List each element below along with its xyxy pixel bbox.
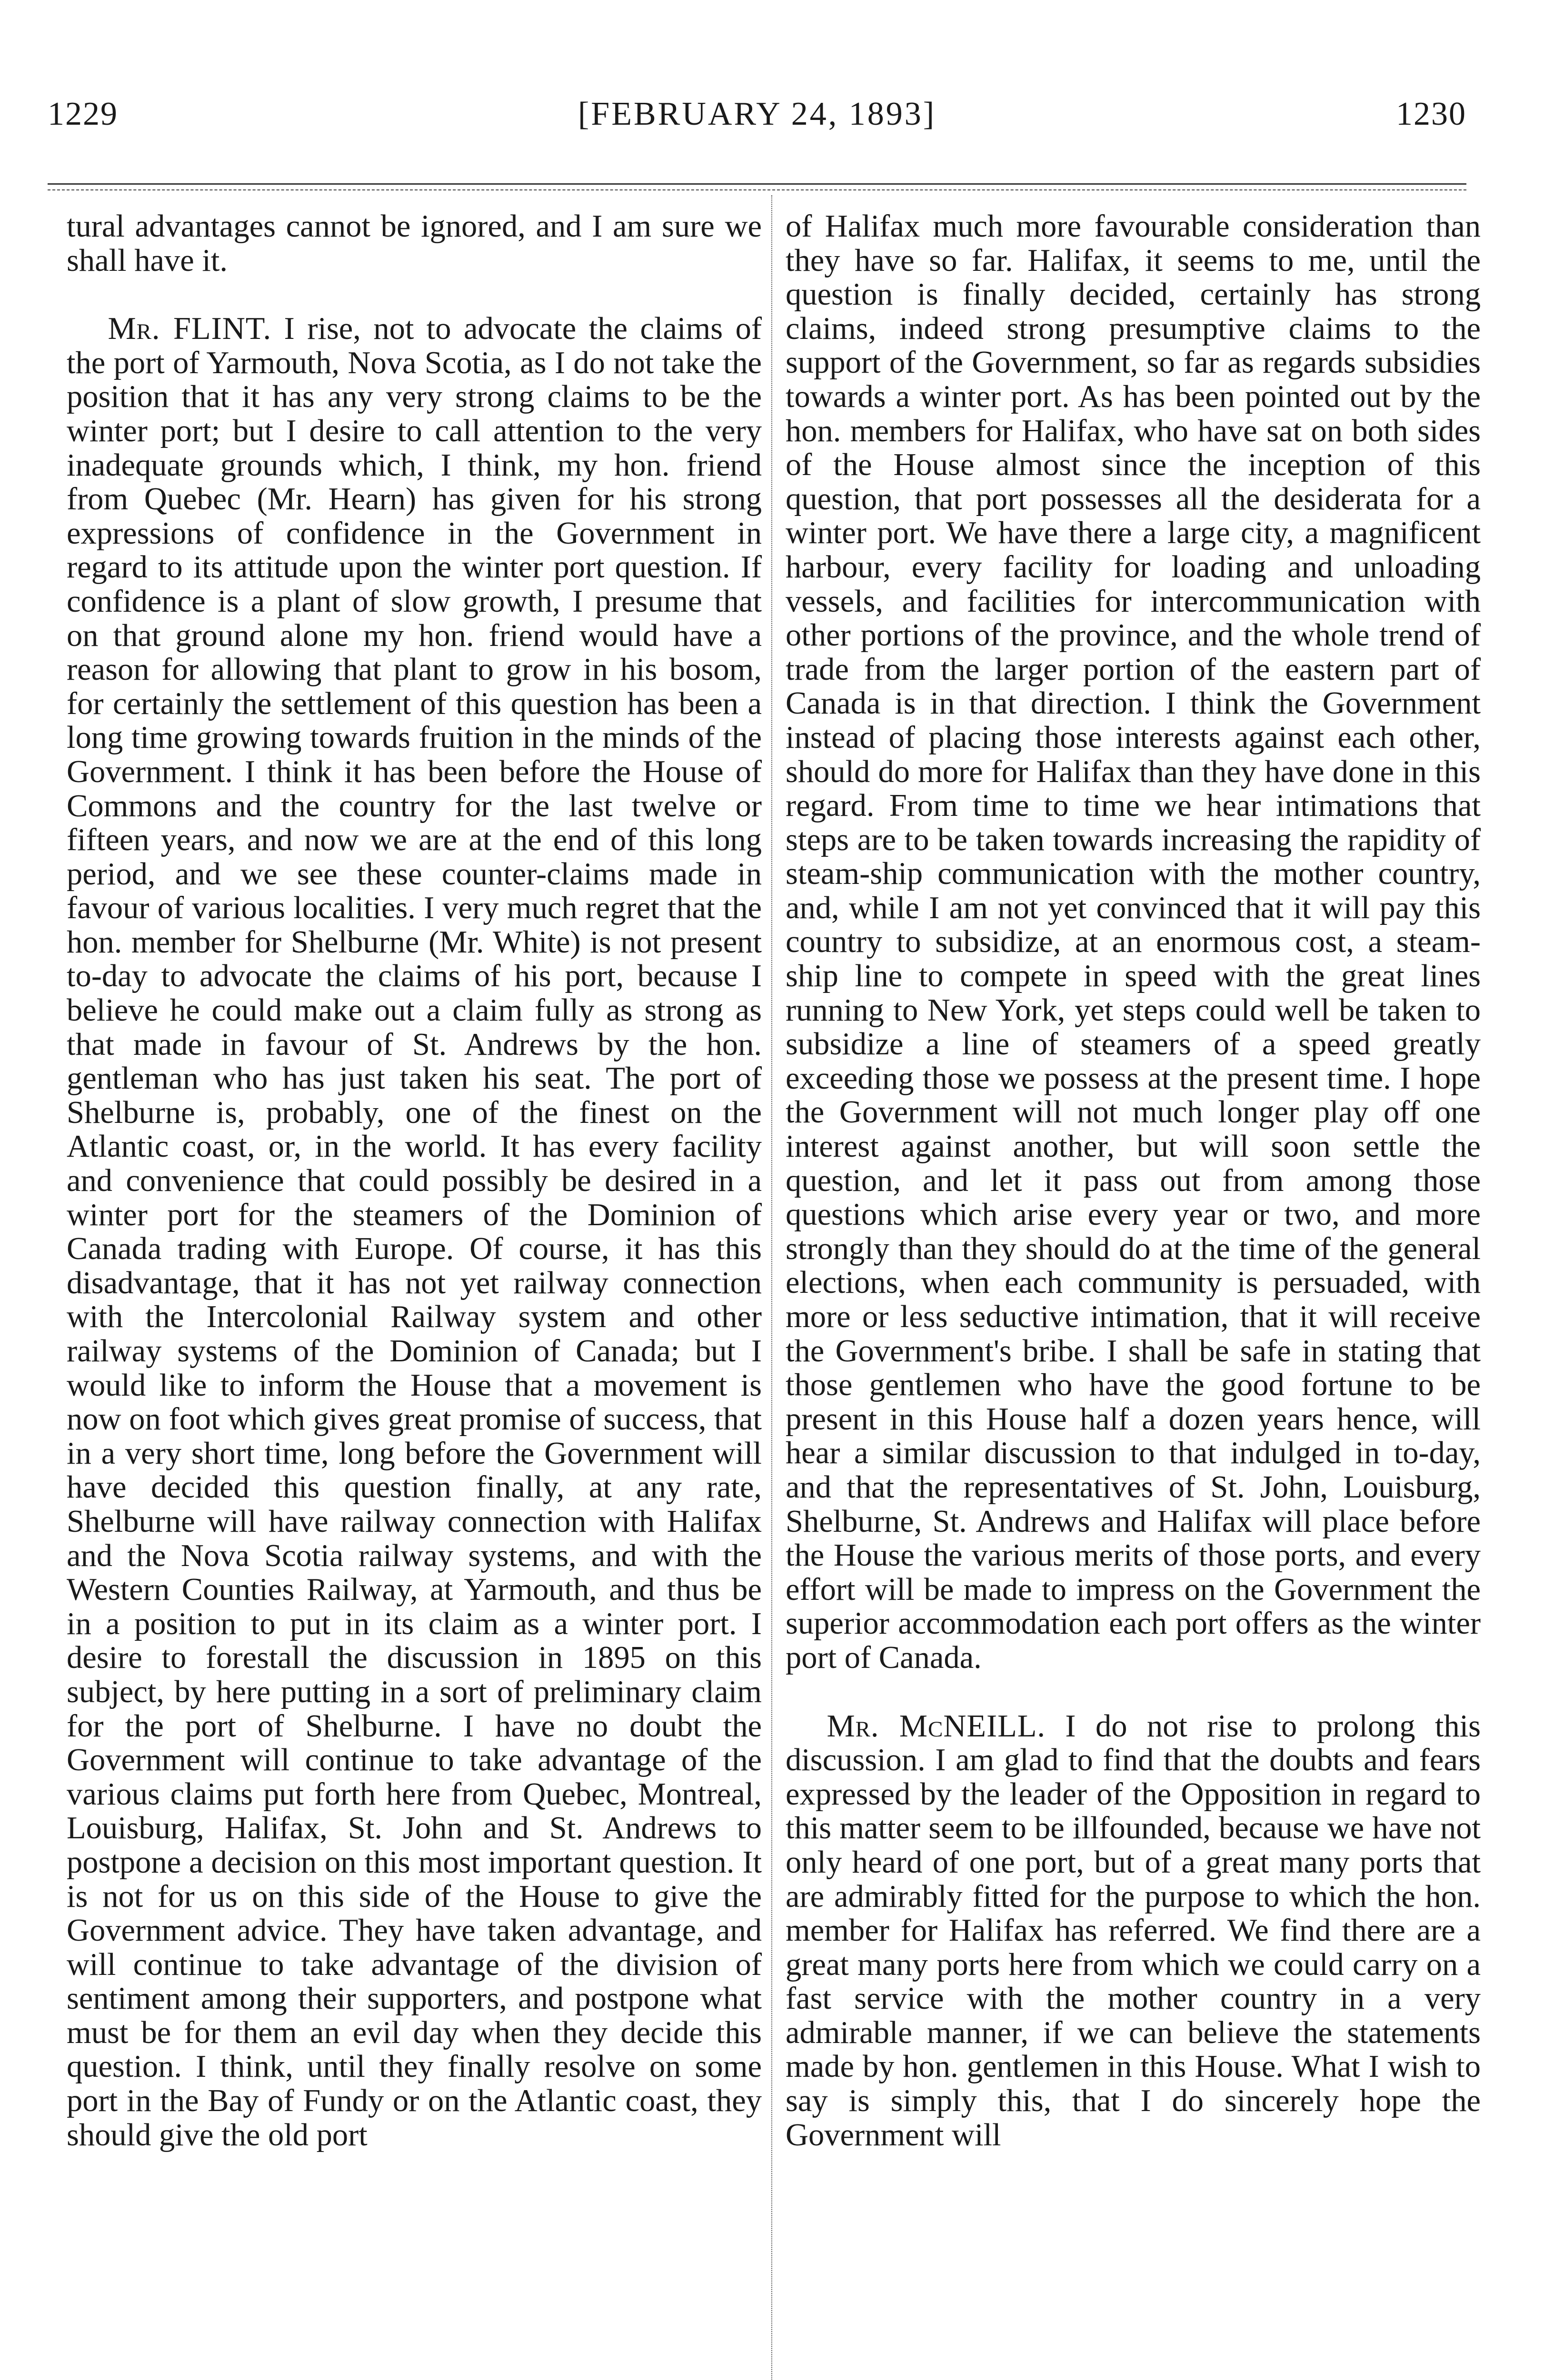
left-column — [67, 209, 762, 2380]
right-column — [786, 209, 1481, 2380]
speaker-name: Mr. FLINT. — [108, 311, 272, 347]
page-header — [48, 95, 1466, 148]
speech-paragraph — [67, 312, 762, 2152]
header-rule-dashed — [48, 189, 1466, 190]
column-divider — [771, 195, 772, 2380]
right-page-number: 1230 — [1396, 96, 1466, 132]
speech-text: I do not rise to prolong this discussion. I am glad to find that the doubts and fears expressed by the leader of the Opposition in regard to this matter seem to be illfounded, because we have not only heard of one port, but of a great many ports that are admirably fitted for the purpose to which the hon. member for Halifax has referred. We find there are a great many ports here from which we could carry on a fast service with the mother country in a very admirable manner, if we can believe the statements made by hon. gentlemen in this House. What I wish to say is simply this, that I do sincerely hope the Government will — [786, 1708, 1481, 2152]
left-page-number: 1229 — [48, 96, 118, 132]
paragraph: of Halifax much more favourable consideration than they have so far. Halifax, it seems to me, until the question is finally decided, certainly has strong claims, indeed strong presumptive claims to the support of the Government, so far as regards subsidies towards a winter port. As has been pointed out by the hon. members for Halifax, who have sat on both sides of the House almost since the inception of this question, that port possesses all the desiderata for a winter port. We have there a large city, a magnificent harbour, every facility for loading and unloading vessels, and facilities for intercommunication with other portions of the province, and the whole trend of trade from the larger portion of the eastern part of Canada is in that direction. I think the Government instead of placing those interests against each other, should do more for Halifax than they have done in this regard. From time to time we hear intimations that steps are to be taken towards increasing the rapidity of steam-ship communication with the mother country, and, while I am not yet convinced that it will pay this country to subsidize, at an enormous cost, a steam-ship line to compete in speed with the great lines running to New York, yet steps could well be taken to subsidize a line of steamers of a speed greatly exceeding those we possess at the present time. I hope the Government will not much longer play off one interest against another, but will soon settle the question, and let it pass out from among those questions which arise every year or two, and more strongly than they should do at the time of the general elections, when each community is persuaded, with more or less seductive intimation, that it will receive the Government's bribe. I shall be safe in stating that those gentlemen who have the good fortune to be present in this House half a dozen years hence, will hear a similar discussion to that indulged in to-day, and that the representatives of St. John, Louisburg, Shelburne, St. Andrews and Halifax will place before the House the various merits of those ports, and every effort will be made to impress on the Government the superior accommodation each port offers as the winter port of Canada. — [786, 209, 1481, 1675]
speech-text: I rise, not to advocate the claims of the port of Yarmouth, Nova Scotia, as I do not take the position that it has any very strong claims to be the winter port; but I desire to call attention to the very inadequate grounds which, I think, my hon. friend from Quebec (Mr. Hearn) has given for his strong expressions of confidence in the Government in regard to its attitude upon the winter port question. If confidence is a plant of slow growth, I presume that on that ground alone my hon. friend would have a reason for allowing that plant to grow in his bosom, for certainly the settlement of this question has been a long time growing towards fruition in the minds of the Government. I think it has been before the House of Commons and the country for the last twelve or fifteen years, and now we are at the end of this long period, and we see these counter-claims made in favour of various localities. I very much regret that the hon. member for Shelburne (Mr. White) is not present to-day to advocate the claims of his port, because I believe he could make out a claim fully as strong as that made in favour of St. Andrews by the hon. gentleman who has just taken his seat. The port of Shelburne is, probably, one of the finest on the Atlantic coast, or, in the world. It has every facility and convenience that could possibly be desired in a winter port for the steamers of the Dominion of Canada trading with Europe. Of course, it has this disadvantage, that it has not yet railway connection with the Intercolonial Railway system and other railway systems of the Dominion of Canada; but I would like to inform the House that a movement is now on foot which gives great promise of success, that in a very short time, long before the Government will have decided this question finally, at any rate, Shelburne will have railway connection with Halifax and the Nova Scotia railway systems, and with the Western Counties Railway, at Yarmouth, and thus be in a position to put in its claim as a winter port. I desire to forestall the discussion in 1895 on this subject, by here putting in a sort of preliminary claim for the port of Shelburne. I have no doubt the Government will continue to take advantage of the various claims put forth here from Quebec, Montreal, Louisburg, Halifax, St. John and St. Andrews to postpone a decision on this most important question. It is not for us on this side of the House to give the Government advice. They have taken advantage, and will continue to take advantage of the division of sentiment among their supporters, and postpone what must be for them an evil day when they decide this question. I think, until they finally resolve on some port in the Bay of Fundy or on the Atlantic coast, they should give the old port — [67, 311, 762, 2152]
speaker-name: Mr. McNEILL. — [827, 1708, 1046, 1744]
header-rule — [48, 183, 1466, 185]
speech-paragraph — [786, 1709, 1481, 2152]
paragraph: tural advantages cannot be ignored, and I am sure we shall have it. — [67, 209, 762, 278]
date-heading: [FEBRUARY 24, 1893] — [578, 96, 936, 132]
